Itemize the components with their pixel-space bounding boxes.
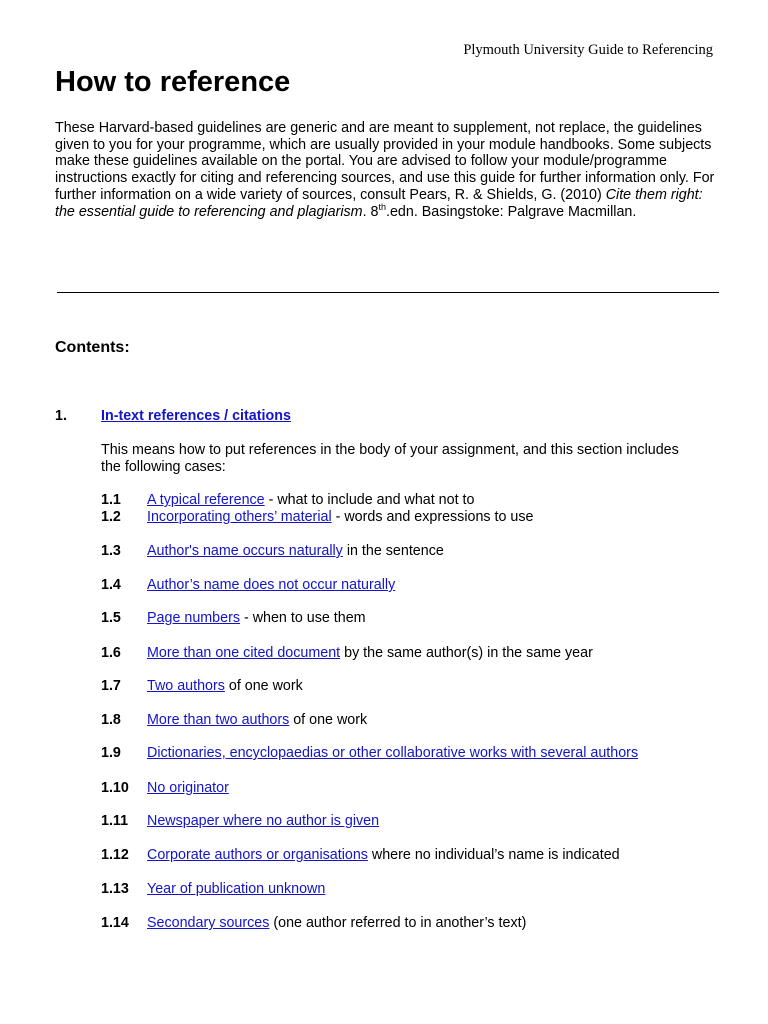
list-item — [101, 813, 379, 829]
item-link[interactable]: Author’s name does not occur naturally — [147, 577, 396, 593]
section-number: 1. — [55, 408, 67, 424]
item-suffix: in the sentence — [342, 543, 444, 559]
list-item — [101, 577, 395, 593]
item-link[interactable]: Two authors — [147, 678, 225, 694]
item-link[interactable]: Dictionaries, encyclopaedias or other collaborative works with several authors — [147, 745, 639, 761]
list-item — [101, 610, 366, 626]
item-suffix: by the same author(s) in the same year — [340, 645, 593, 661]
item-number: 1.7 — [101, 678, 121, 694]
item-link[interactable]: Corporate authors or organisations — [147, 847, 368, 863]
item-link[interactable]: Author's name occurs naturally — [147, 543, 343, 559]
item-link[interactable]: More than two authors — [147, 712, 290, 728]
item-link[interactable]: More than one cited document — [147, 645, 341, 661]
item-suffix: - words and expressions to use — [331, 509, 534, 525]
item-link[interactable]: No originator — [147, 780, 229, 796]
list-item — [101, 915, 526, 931]
contents-heading: Contents: — [55, 339, 130, 356]
list-item — [101, 712, 367, 728]
intro-text-2: . 8 — [362, 203, 379, 220]
item-number: 1.4 — [101, 577, 121, 593]
intro-book-title: Cite them right: the essential guide to referencing and plagiarism — [55, 186, 703, 220]
page-title: How to reference — [55, 66, 291, 98]
list-item — [101, 881, 325, 897]
item-number: 1.14 — [101, 915, 129, 931]
item-number: 1.6 — [101, 645, 121, 661]
list-item — [101, 509, 533, 525]
item-suffix: - what to include and what not to — [264, 492, 475, 508]
item-number: 1.12 — [101, 847, 129, 863]
section-title — [101, 408, 291, 424]
list-item — [101, 678, 303, 694]
intro-text-3: .edn. Basingstoke: Palgrave Macmillan. — [386, 203, 637, 220]
item-number: 1.9 — [101, 745, 121, 761]
item-number: 1.10 — [101, 780, 129, 796]
item-link[interactable]: Year of publication unknown — [147, 881, 326, 897]
item-number: 1.13 — [101, 881, 129, 897]
list-item — [101, 745, 638, 761]
item-number: 1.8 — [101, 712, 121, 728]
item-suffix: where no individual’s name is indicated — [367, 847, 620, 863]
item-link[interactable]: Newspaper where no author is given — [147, 813, 380, 829]
item-link[interactable]: Secondary sources — [147, 915, 270, 931]
item-suffix: (one author referred to in another’s text) — [269, 915, 527, 931]
item-link[interactable]: A typical reference — [147, 492, 265, 508]
item-number: 1.1 — [101, 492, 121, 508]
list-item — [101, 492, 474, 508]
list-item — [101, 645, 593, 661]
item-number: 1.5 — [101, 610, 121, 626]
item-number: 1.2 — [101, 509, 121, 525]
running-header: Plymouth University Guide to Referencing — [463, 42, 713, 58]
item-link[interactable]: Incorporating others’ material — [147, 509, 332, 525]
list-item — [101, 543, 444, 559]
item-suffix: of one work — [224, 678, 303, 694]
intro-superscript: th — [378, 201, 386, 212]
intro-paragraph — [55, 120, 720, 220]
item-suffix: - when to use them — [240, 610, 366, 626]
section-description: This means how to put references in the body of your assignment, and this section includes the following cases: — [101, 442, 679, 475]
item-number: 1.11 — [101, 813, 129, 829]
item-suffix: of one work — [289, 712, 368, 728]
horizontal-divider — [57, 292, 719, 293]
section-link-in-text-references[interactable]: In-text references / citations — [101, 408, 291, 424]
intro-text-1: These Harvard-based guidelines are generic and are meant to supplement, not replace, the guidelines given to you for your programme, which are usually provided in your module handbooks. Some subjects make these guidelines available on the portal. You are advised to follow your module/programme instructions exactly for citing and referencing sources, and use this guide for further information only. For further information on a wide variety of sources, consult Pears, R. & Shields, G. (2010) — [55, 120, 715, 203]
list-item — [101, 847, 620, 863]
list-item — [101, 780, 229, 796]
item-number: 1.3 — [101, 543, 121, 559]
item-link[interactable]: Page numbers — [147, 610, 240, 626]
